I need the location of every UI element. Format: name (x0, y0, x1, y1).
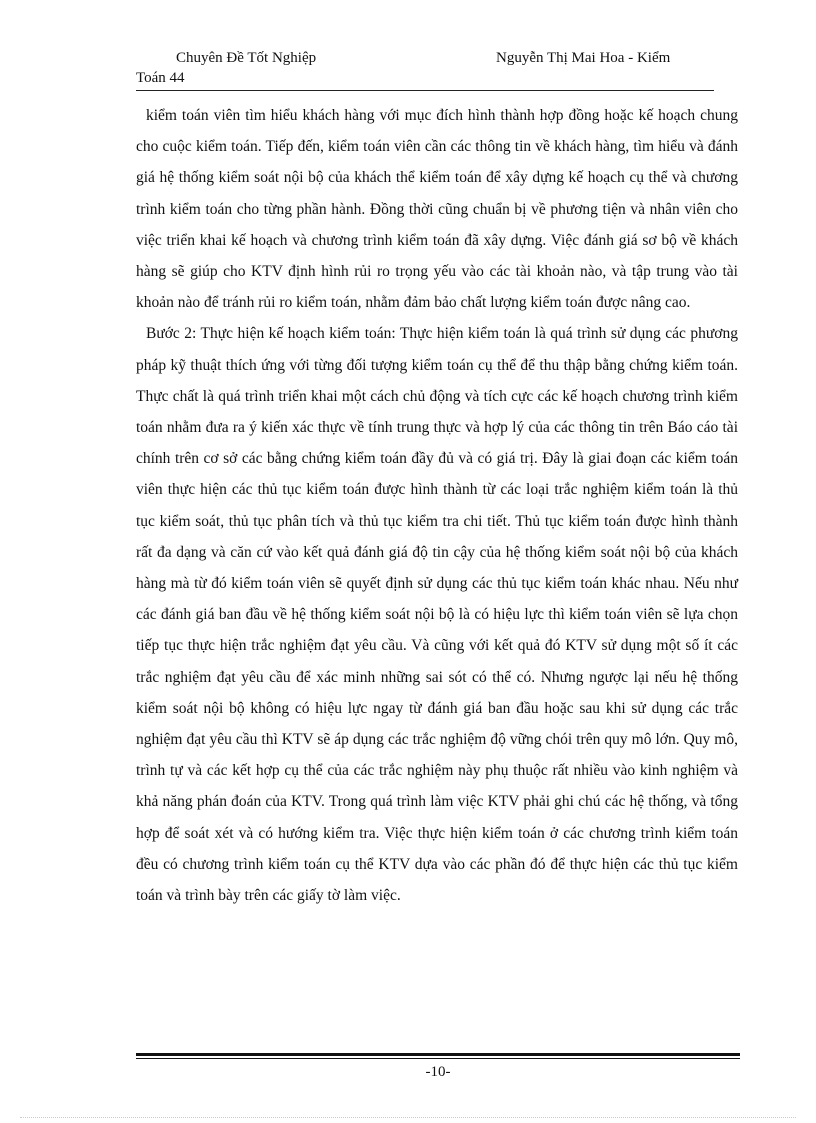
header-author: Nguyễn Thị Mai Hoa - Kiểm (496, 50, 671, 66)
footer-rule-thin (136, 1058, 740, 1059)
footer-rule-thick (136, 1053, 740, 1056)
header-rule (136, 90, 714, 91)
header-document-type: Chuyên Đề Tốt Nghiệp (176, 50, 317, 66)
paragraph-step-2: Bước 2: Thực hiện kế hoạch kiểm toán: Thực hiện kiểm toán là quá trình sử dụng các phương pháp kỹ thuật thích ứng với từng đối tượng kiểm toán cụ thể để thu thập bằng chứng kiểm toán. Thực chất là quá trình triển khai một cách chủ động và tích cực các kế hoạch chương trình kiểm toán nhằm đưa ra ý kiến xác thực về tính trung thực và hợp lý của các thông tin trên Báo cáo tài chính trên cơ sở các bằng chứng kiểm toán đầy đủ và có giá trị. Đây là giai đoạn các kiểm toán viên thực hiện các thủ tục kiểm toán được hình thành từ các loại trắc nghiệm kiểm toán là thủ tục kiểm soát, thủ tục phân tích và thủ tục kiểm tra chi tiết. Thủ tục kiểm toán được hình thành rất đa dạng và căn cứ vào kết quả đánh giá độ tin cậy của hệ thống kiểm soát nội bộ của khách hàng mà từ đó kiểm toán viên sẽ quyết định sử dụng các thủ tục kiểm toán khác nhau. Nếu như các đánh giá ban đầu về hệ thống kiểm soát nội bộ là có hiệu lực thì kiểm toán viên sẽ lựa chọn tiếp tục thực hiện trắc nghiệm đạt yêu cầu. Và cũng với kết quả đó KTV sử dụng một số ít các trắc nghiệm đạt yêu cầu để xác minh những sai sót có thể có. Nhưng ngược lại nếu hệ thống kiểm soát nội bộ không có hiệu lực ngay từ đánh giá ban đầu hoặc sau khi sử dụng các trắc nghiệm đạt yêu cầu thì KTV sẽ áp dụng các trắc nghiệm độ vững chói trên quy mô lớn. Quy mô, trình tự và các kết hợp cụ thể của các trắc nghiệm này phụ thuộc rất nhiều vào kinh nghiệm và khả năng phán đoán của KTV. Trong quá trình làm việc KTV phải ghi chú các hệ thống, và tổng hợp để soát xét và có hướng kiểm tra. Việc thực hiện kiểm toán ở các chương trình kiểm toán đều có chương trình kiểm toán cụ thể KTV dựa vào các phần đó để thực hiện các thủ tục kiểm toán và trình bày trên các giấy tờ làm việc. (136, 325, 738, 905)
body-text (136, 100, 738, 911)
header-continuation: Toán 44 (136, 70, 185, 86)
paragraph-planning: kiểm toán viên tìm hiểu khách hàng với mục đích hình thành hợp đồng hoặc kế hoạch chung cho cuộc kiểm toán. Tiếp đến, kiểm toán viên cần các thông tin về khách hàng, tìm hiểu và đánh giá hệ thống kiểm soát nội bộ của khách thể kiểm toán để xây dựng kế hoạch cụ thể và chương trình kiểm toán cho từng phần hành. Đồng thời cũng chuẩn bị về phương tiện và nhân viên cho việc triển khai kế hoạch và chương trình kiểm toán đã xây dựng. Việc đánh giá sơ bộ về khách hàng sẽ giúp cho KTV định hình rủi ro trọng yếu vào các tài khoản nào, và tập trung vào tài khoản nào để tránh rủi ro kiểm toán, nhằm đảm bảo chất lượng kiểm toán được nâng cao. (136, 107, 738, 312)
header-line (136, 48, 716, 68)
page-header (136, 48, 716, 88)
page-bottom-edge (20, 1117, 796, 1118)
page-number: -10- (425, 1064, 451, 1080)
